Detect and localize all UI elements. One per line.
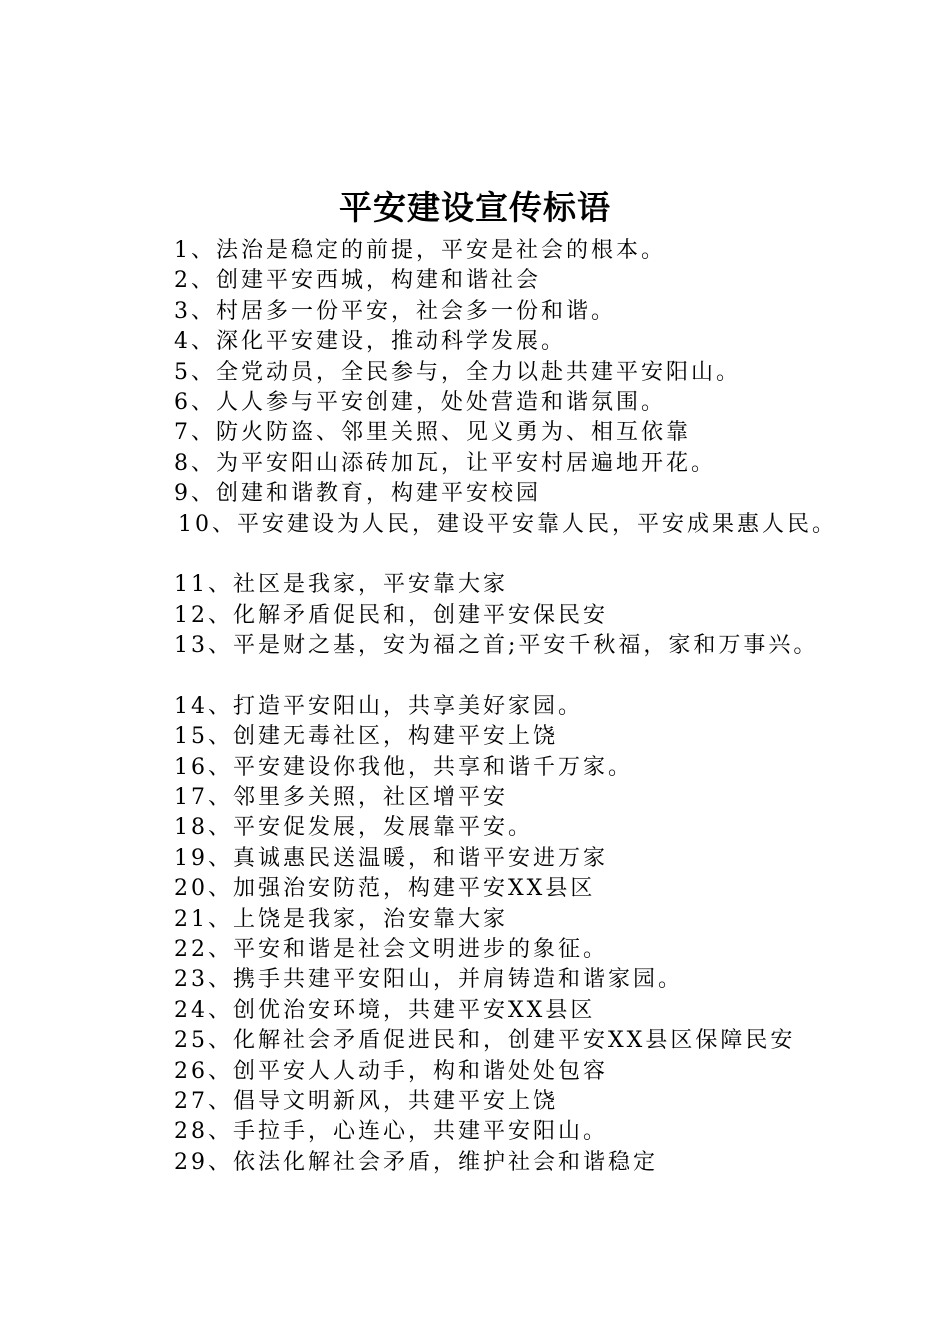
slogan-item: 7、防火防盗、邻里关照、见义勇为、相互依靠 bbox=[174, 420, 691, 446]
slogan-item: 6、人人参与平安创建，处处营造和谐氛围。 bbox=[174, 389, 666, 415]
slogan-item: 26、创平安人人动手，构和谐处处包容 bbox=[174, 1058, 608, 1084]
slogan-item: 27、倡导文明新风，共建平安上饶 bbox=[174, 1088, 558, 1114]
slogan-item: 17、邻里多关照，社区增平安 bbox=[174, 785, 508, 811]
slogan-item: 22、平安和谐是社会文明进步的象征。 bbox=[174, 936, 608, 962]
slogan-item: 5、全党动员，全民参与，全力以赴共建平安阳山。 bbox=[174, 359, 741, 385]
slogan-item: 1、法治是稳定的前提，平安是社会的根本。 bbox=[174, 238, 666, 263]
slogan-item: 12、化解矛盾促民和，创建平安保民安 bbox=[174, 602, 608, 628]
slogan-item: 21、上饶是我家，治安靠大家 bbox=[174, 906, 508, 932]
slogan-list bbox=[174, 236, 944, 1178]
slogan-item: 29、依法化解社会矛盾，维护社会和谐稳定 bbox=[174, 1149, 658, 1175]
slogan-item: 20、加强治安防范，构建平安XX县区 bbox=[174, 876, 596, 902]
slogan-item: 14、打造平安阳山，共享美好家园。 bbox=[174, 693, 583, 719]
slogan-item: 3、村居多一份平安，社会多一份和谐。 bbox=[174, 298, 616, 324]
slogan-item: 18、平安促发展，发展靠平安。 bbox=[174, 815, 533, 841]
slogan-item: 11、社区是我家，平安靠大家 bbox=[174, 572, 508, 598]
slogan-item: 8、为平安阳山添砖加瓦，让平安村居遍地开花。 bbox=[174, 450, 716, 476]
slogan-item: 19、真诚惠民送温暖，和谐平安进万家 bbox=[174, 845, 608, 871]
slogan-item: 15、创建无毒社区，构建平安上饶 bbox=[174, 724, 558, 750]
slogan-item: 4、深化平安建设，推动科学发展。 bbox=[174, 329, 566, 355]
slogan-item: 13、平是财之基，安为福之首;平安千秋福，家和万事兴。 bbox=[174, 633, 819, 659]
slogan-item: 23、携手共建平安阳山，并肩铸造和谐家园。 bbox=[174, 967, 683, 993]
slogan-item: 25、化解社会矛盾促进民和，创建平安XX县区保障民安 bbox=[174, 1028, 796, 1054]
document-title: 平安建设宣传标语 bbox=[339, 188, 611, 227]
slogan-item: 24、创优治安环境，共建平安XX县区 bbox=[174, 997, 596, 1023]
slogan-item: 10、平安建设为人民，建设平安靠人民，平安成果惠人民。 bbox=[178, 511, 837, 537]
slogan-item: 16、平安建设你我他，共享和谐千万家。 bbox=[174, 754, 633, 780]
slogan-item: 28、手拉手，心连心，共建平安阳山。 bbox=[174, 1119, 608, 1145]
slogan-item: 2、创建平安西城，构建和谐社会 bbox=[174, 268, 541, 294]
slogan-item: 9、创建和谐教育，构建平安校园 bbox=[174, 481, 541, 507]
